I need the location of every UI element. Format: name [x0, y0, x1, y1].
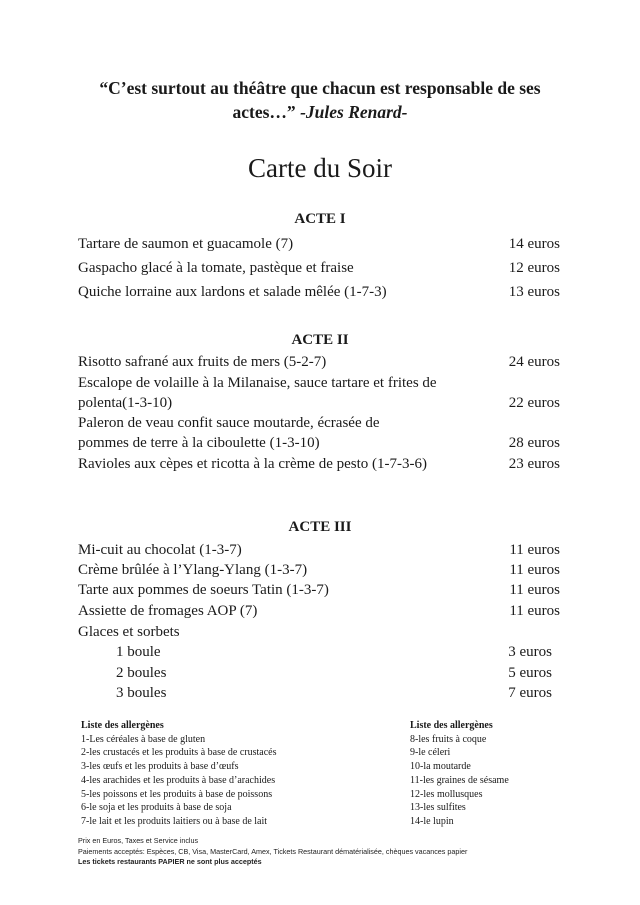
footer-payments-note: Paiements acceptés: Espèces, CB, Visa, MasterCard, Amex, Tickets Restaurant dématérialisée, chèques vacances papier — [78, 846, 468, 856]
allergen-item: 11-les graines de sésame — [410, 774, 509, 786]
allergen-item: 3-les œufs et les produits à base d’œufs — [81, 761, 239, 773]
item-name-line-1: Paleron de veau confit sauce moutarde, écrasée de — [78, 415, 380, 431]
item-price: 11 euros — [509, 542, 560, 558]
allergen-item: 6-le soja et les produits à base de soja — [81, 802, 232, 814]
allergen-list-left — [81, 719, 276, 829]
item-name: Ravioles aux cèpes et ricotta à la crème de pesto (1-7-3-6) — [78, 456, 428, 472]
item-price: 28 euros — [508, 435, 560, 451]
allergen-item: 8-les fruits à coque — [410, 733, 487, 745]
allergen-item: 2-les crustacés et les produits à base de crustacés — [81, 747, 277, 759]
item-price: 11 euros — [509, 562, 560, 578]
item-name-line-2: polenta(1-3-10) — [78, 395, 173, 411]
item-price: 11 euros — [509, 582, 560, 598]
allergen-item: 12-les mollusques — [410, 788, 483, 800]
item-name-line-2: pommes de terre à la ciboulette (1-3-10) — [78, 435, 320, 451]
item-price: 23 euros — [508, 456, 560, 472]
item-name: Risotto safrané aux fruits de mers (5-2-7) — [78, 354, 327, 370]
allergen-list-right — [410, 719, 509, 829]
quote-author: -Jules Renard- — [300, 102, 408, 122]
section-heading-acte-1: ACTE I — [294, 211, 346, 227]
item-name: Quiche lorraine aux lardons et salade mêlée (1-7-3) — [78, 284, 387, 300]
item-name: Glaces et sorbets — [78, 624, 180, 640]
item-price: 13 euros — [508, 284, 560, 300]
item-price: 24 euros — [508, 354, 560, 370]
item-name: Gaspacho glacé à la tomate, pastèque et fraise — [78, 260, 354, 276]
item-name: Tartare de saumon et guacamole (7) — [78, 236, 294, 252]
quote-text: “C’est surtout au théâtre que chacun est responsable de ses actes…” — [99, 78, 541, 122]
item-name: 3 boules — [116, 685, 167, 701]
allergen-item: 7-le lait et les produits laitiers ou à base de lait — [81, 815, 268, 827]
allergen-heading: Liste des allergènes — [410, 720, 493, 731]
section-heading-acte-2: ACTE II — [291, 332, 349, 348]
allergen-item: 1-Les céréales à base de gluten — [81, 733, 206, 745]
allergen-heading: Liste des allergènes — [81, 720, 164, 731]
allergen-item: 14-le lupin — [410, 815, 454, 827]
allergen-item: 13-les sulfites — [410, 802, 466, 814]
item-name: Assiette de fromages AOP (7) — [78, 603, 258, 619]
allergen-item: 5-les poissons et les produits à base de poissons — [81, 788, 273, 800]
allergen-item: 9-le céleri — [410, 747, 451, 759]
item-name-line-1: Escalope de volaille à la Milanaise, sauce tartare et frites de — [78, 375, 437, 391]
item-name: 1 boule — [116, 644, 161, 660]
allergen-item: 10-la moutarde — [410, 761, 471, 773]
footer-notes — [78, 836, 467, 868]
item-name: Crème brûlée à l’Ylang-Ylang (1-3-7) — [78, 562, 308, 578]
page-title: Carte du Soir — [248, 153, 392, 183]
footer-prices-note: Prix en Euros, Taxes et Service inclus — [78, 836, 199, 845]
item-price: 3 euros — [508, 644, 552, 660]
item-name: Mi-cuit au chocolat (1-3-7) — [78, 542, 242, 558]
item-price: 22 euros — [508, 395, 560, 411]
footer-tickets-note: Les tickets restaurants PAPIER ne sont plus acceptés — [78, 857, 262, 866]
item-name: Tarte aux pommes de soeurs Tatin (1-3-7) — [78, 582, 329, 598]
section-heading-acte-3: ACTE III — [288, 519, 352, 535]
allergen-item: 4-les arachides et les produits à base d’arachides — [81, 774, 276, 786]
item-price: 7 euros — [508, 685, 552, 701]
item-price: 14 euros — [508, 236, 560, 252]
item-price: 11 euros — [509, 603, 560, 619]
item-price: 5 euros — [508, 665, 552, 681]
item-price: 12 euros — [508, 260, 560, 276]
epigraph-quote — [70, 76, 570, 124]
item-name: 2 boules — [116, 665, 167, 681]
